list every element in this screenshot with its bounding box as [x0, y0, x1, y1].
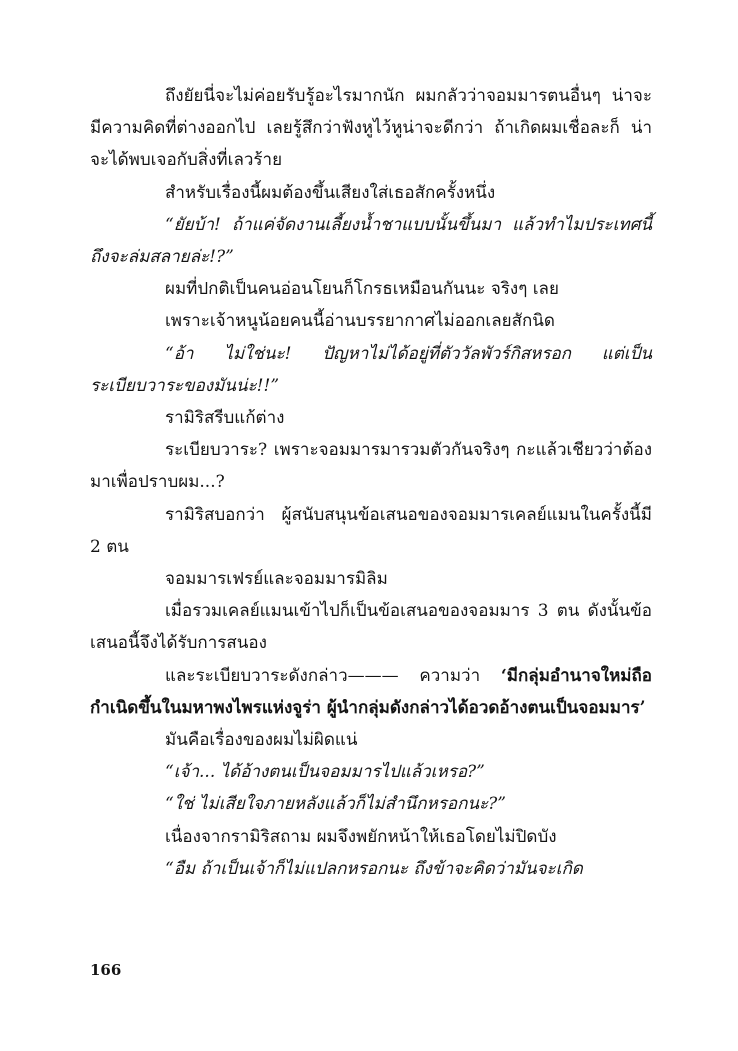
paragraph-7: รามิริสรีบแก้ต่าง — [165, 408, 285, 429]
dialogue-17: “อืม ถ้าเป็นเจ้าก็ไม่แปลกหรอกนะ ถึงข้าจะคิดว่ามันจะเกิด — [165, 858, 583, 879]
paragraph-9: รามิริสบอกว่า ผู้สนับสนุนข้อเสนอของจอมมารเคลย์แมนในครั้งนี้มี 2 ตน — [90, 504, 652, 557]
dialogue-3: “ยัยบ้า! ถ้าแค่จัดงานเลี้ยงน้ำชาแบบนั้นขึ้นมา แล้วทำไมประเทศนี้ถึงจะล่มสลายล่ะ!?” — [90, 214, 652, 268]
agenda-quote: ‘มีกลุ่มอำนาจใหม่ถือกำเนิดขึ้นในมหาพงไพรแห่งจูร่า ผู้นำกลุ่มดังกล่าวได้อวดอ้างตนเป็นจอมมาร’ — [90, 665, 652, 718]
paragraph-8: ระเบียบวาระ? เพราะจอมมารมารวมตัวกันจริงๆ กะแล้วเชียวว่าต้องมาเพื่อปราบผม...? — [90, 440, 652, 493]
paragraph-11: เมื่อรวมเคลย์แมนเข้าไปก็เป็นข้อเสนอของจอมมาร 3 ตน ดังนั้นข้อเสนอนี้จึงได้รับการสนอง — [90, 601, 652, 654]
body-text — [90, 80, 652, 885]
paragraph-5: เพราะเจ้าหนูน้อยคนนี้อ่านบรรยากาศไม่ออกเลยสักนิด — [165, 311, 555, 332]
agenda-intro: และระเบียบวาระดังกล่าว——— ความว่า — [165, 665, 501, 686]
paragraph-2: สำหรับเรื่องนี้ผมต้องขึ้นเสียงใส่เธอสักครั้งหนึ่ง — [165, 182, 496, 203]
paragraph-12-agenda — [90, 660, 652, 724]
page-number: 166 — [90, 961, 122, 979]
paragraph-4: ผมที่ปกติเป็นคนอ่อนโยนก็โกรธเหมือนกันนะ จริงๆ เลย — [165, 279, 559, 300]
paragraph-13: มันคือเรื่องของผมไม่ผิดแน่ — [165, 730, 358, 751]
dialogue-14: “เจ้า... ได้อ้างตนเป็นจอมมารไปแล้วเหรอ?” — [165, 762, 485, 783]
paragraph-1: ถึงยัยนี่จะไม่ค่อยรับรู้อะไรมากนัก ผมกลัวว่าจอมมารตนอื่นๆ น่าจะมีความคิดที่ต่างออกไป เลยรู้สึกว่าฟังหูไว้หูน่าจะดีกว่า ถ้าเกิดผมเชื่อละก็ น่าจะได้พบเจอกับสิ่งที่เลวร้าย — [90, 86, 652, 171]
paragraph-16: เนื่องจากรามิริสถาม ผมจึงพยักหน้าให้เธอโดยไม่ปิดบัง — [165, 826, 557, 847]
dialogue-15: “ใช่ ไม่เสียใจภายหลังแล้วก็ไม่สำนึกหรอกนะ?” — [165, 794, 506, 815]
paragraph-10: จอมมารเฟรย์และจอมมารมิลิม — [165, 569, 388, 590]
dialogue-6: “อ้า ไม่ใช่นะ! ปัญหาไม่ได้อยู่ที่ตัววัลพัวร์กิสหรอก แต่เป็นระเบียบวาระของมันน่ะ!!” — [90, 343, 652, 396]
